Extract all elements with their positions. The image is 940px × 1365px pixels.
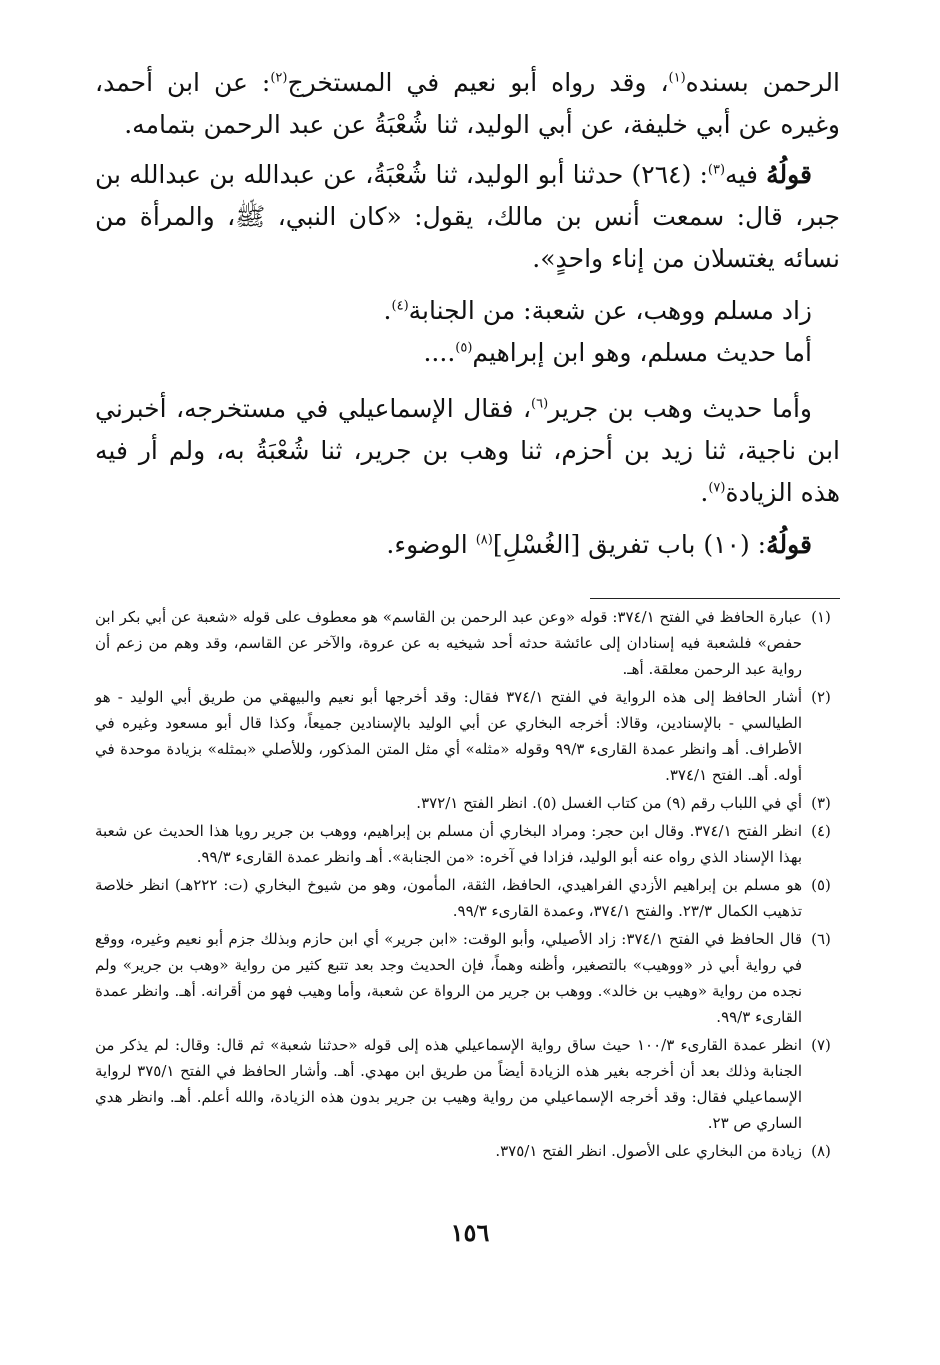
footnote xyxy=(95,604,840,682)
paragraph-1 xyxy=(95,62,840,146)
footnote-text: قال الحافظ في الفتح ٣٧٤/١: زاد الأصيلي، وأبو الوقت: «ابن جرير» أي ابن حازم وبذلك جزم أبو نعيم وغيره، ووقع في رواية أبي ذر «ووهيب» بالتصغير، وأظنه وهماً، فإن الحديث وجد بعد تتبع كثير من رواية «وهب بن جرير» ولم نجده من رواية «وهيب بن خالد». ووهب بن جرير من الرواة عن شعبة، وأما وهيب فهو من أقرانه. أهـ. وانظر عمدة القارىء ٩٩/٣. xyxy=(95,930,802,1026)
qawluhu-lead: قولُهُ xyxy=(766,160,812,189)
text: الرحمن بسنده xyxy=(685,68,840,97)
footnote-ref-7[interactable]: (٧) xyxy=(708,480,726,496)
footnote-text: عبارة الحافظ في الفتح ٣٧٤/١: قوله «وعن عبد الرحمن بن القاسم» هو معطوف على قوله «شعبة عن أبي بكر ابن حفص» فلشعبة فيه إسنادان إلى عائشة حدثه أحد شيخيه به عن عروة، والآخر عن القاسم، وقد وهم من زعم أن رواية عبد الرحمن معلقة. أهـ. xyxy=(95,608,802,678)
footnote-number: (١) xyxy=(811,608,831,626)
page-number: ١٥٦ xyxy=(450,1218,490,1247)
text: وأما حديث وهب بن جرير xyxy=(548,394,812,423)
text: زاد مسلم ووهب، عن شعبة: من الجنابة xyxy=(408,296,812,325)
footnote-number: (٧) xyxy=(811,1036,831,1054)
paragraph-2 xyxy=(95,154,840,280)
footnote-text: هو مسلم بن إبراهيم الأزدي الفراهيدي، الحافظ، الثقة، المأمون، وهو من شيوخ البخاري (ت: ٢٢٢هـ) انظر خلاصة تذهيب الكمال ٢٣/٣. والفتح ٣٧٤/١، وعمدة القارىء ٩٩/٣. xyxy=(95,876,802,920)
footnote xyxy=(95,1138,840,1164)
footnote-text: زيادة من البخاري على الأصول. انظر الفتح ٣٧٥/١. xyxy=(495,1142,802,1160)
text: : عن ابن أحمد، وغيره عن أبي خليفة، عن أبي الوليد، ثنا شُعْبَةُ عن عبد الرحمن بتمامه. xyxy=(95,68,840,139)
text: : (١٠) باب تفريق [الغُسْلِ] xyxy=(492,530,767,559)
text: ، وقد رواه أبو نعيم في المستخرج xyxy=(287,68,669,97)
footnote xyxy=(95,818,840,870)
footnote-number: (٨) xyxy=(811,1142,831,1160)
footnote-ref-1[interactable]: (١) xyxy=(668,70,686,86)
footnote-separator xyxy=(590,598,840,599)
paragraph-3 xyxy=(95,290,840,332)
footnote-number: (٤) xyxy=(811,822,831,840)
text: الوضوء. xyxy=(386,530,476,559)
qawluhu-lead: قولُهُ xyxy=(766,530,812,559)
text: . xyxy=(700,478,709,507)
footnote-number: (٣) xyxy=(811,794,831,812)
footnote-text: أشار الحافظ إلى هذه الرواية في الفتح ٣٧٤/١ فقال: وقد أخرجها أبو نعيم والبيهقي من طريق أبي الوليد - هو الطيالسي - بالإسنادين، وقالا: أخرجه البخاري عن أبي الوليد بالإسنادين جميعاً، وكذا قال أبو مسعود وغيره في الأطراف. أهـ وانظر عمدة القارىء ٩٩/٣ وقوله «مثله» أي مثل المتن المذكور، وللأصلي «بمثله» بزيادة موحدة في أوله. أهـ. الفتح ٣٧٤/١. xyxy=(95,688,802,784)
text: . xyxy=(383,296,392,325)
text: ، فقال الإسماعيلي في مستخرجه، أخبرني ابن ناجية، ثنا زيد بن أحزم، ثنا وهب بن جرير، ثنا شُعْبَةُ به، ولم أر فيه هذه الزيادة xyxy=(95,394,840,507)
text: فيه xyxy=(725,160,767,189)
footnote-ref-4[interactable]: (٤) xyxy=(391,298,409,314)
text: أما حديث مسلم، وهو ابن إبراهيم xyxy=(472,338,812,367)
paragraph-5 xyxy=(95,388,840,514)
footnote xyxy=(95,872,840,924)
footnote-ref-3[interactable]: (٣) xyxy=(707,162,726,178)
footnote-text: انظر الفتح ٣٧٤/١. وقال ابن حجر: ومراد البخاري أن مسلم بن إبراهيم، ووهب بن جرير رويا هذا الحديث عن شعبة بهذا الإسناد الذي رواه عنه أبو الوليد، فزادا في آخره: «من الجنابة». أهـ وانظر عمدة القارىء ٩٩/٣. xyxy=(95,822,802,866)
text: .... xyxy=(423,338,456,367)
footnote xyxy=(95,1032,840,1136)
footnote-number: (٥) xyxy=(811,876,831,894)
footnote xyxy=(95,684,840,788)
footnote-text: أي في اللباب رقم (٩) من كتاب الغسل (٥). انظر الفتح ٣٧٢/١. xyxy=(416,794,802,812)
footnote xyxy=(95,926,840,1030)
footnote-ref-2[interactable]: (٢) xyxy=(270,70,288,86)
main-text xyxy=(95,62,840,566)
paragraph-6 xyxy=(95,524,840,566)
footnote-ref-6[interactable]: (٦) xyxy=(531,396,549,412)
footnote-number: (٢) xyxy=(811,688,831,706)
footnote-ref-8[interactable]: (٨) xyxy=(475,532,493,548)
footnote-ref-5[interactable]: (٥) xyxy=(455,340,473,356)
footnote-number: (٦) xyxy=(811,930,831,948)
footnote xyxy=(95,790,840,816)
footnotes xyxy=(95,604,840,1166)
footnote-text: انظر عمدة القارىء ١٠٠/٣ حيث ساق رواية الإسماعيلي هذه إلى قوله «حدثنا شعبة» ثم قال: وقال: لم يذكر من الجنابة وذلك بعد أن أخرجه بغير هذه الزيادة أيضاً من طريق ابن مهدي. أهـ. وأشار الحافظ في الفتح ٣٧٥/١ لرواية الإسماعيلي فقال: وقد أخرجه الإسماعيلي من رواية وهيب بن جرير بدون هذه الزيادة، والله أعلم. أهـ. وانظر هدي الساري ص ٢٣. xyxy=(95,1036,802,1132)
paragraph-4 xyxy=(95,332,840,374)
text: : (٢٦٤) حدثنا أبو الوليد، ثنا شُعْبَةُ، عن عبدالله بن عبدالله بن جبر، قال: سمعت أنس بن مالك، يقول: «كان النبي، ﷺ، والمرأة من نسائه يغتسلان من إناء واحدٍ». xyxy=(95,160,840,273)
